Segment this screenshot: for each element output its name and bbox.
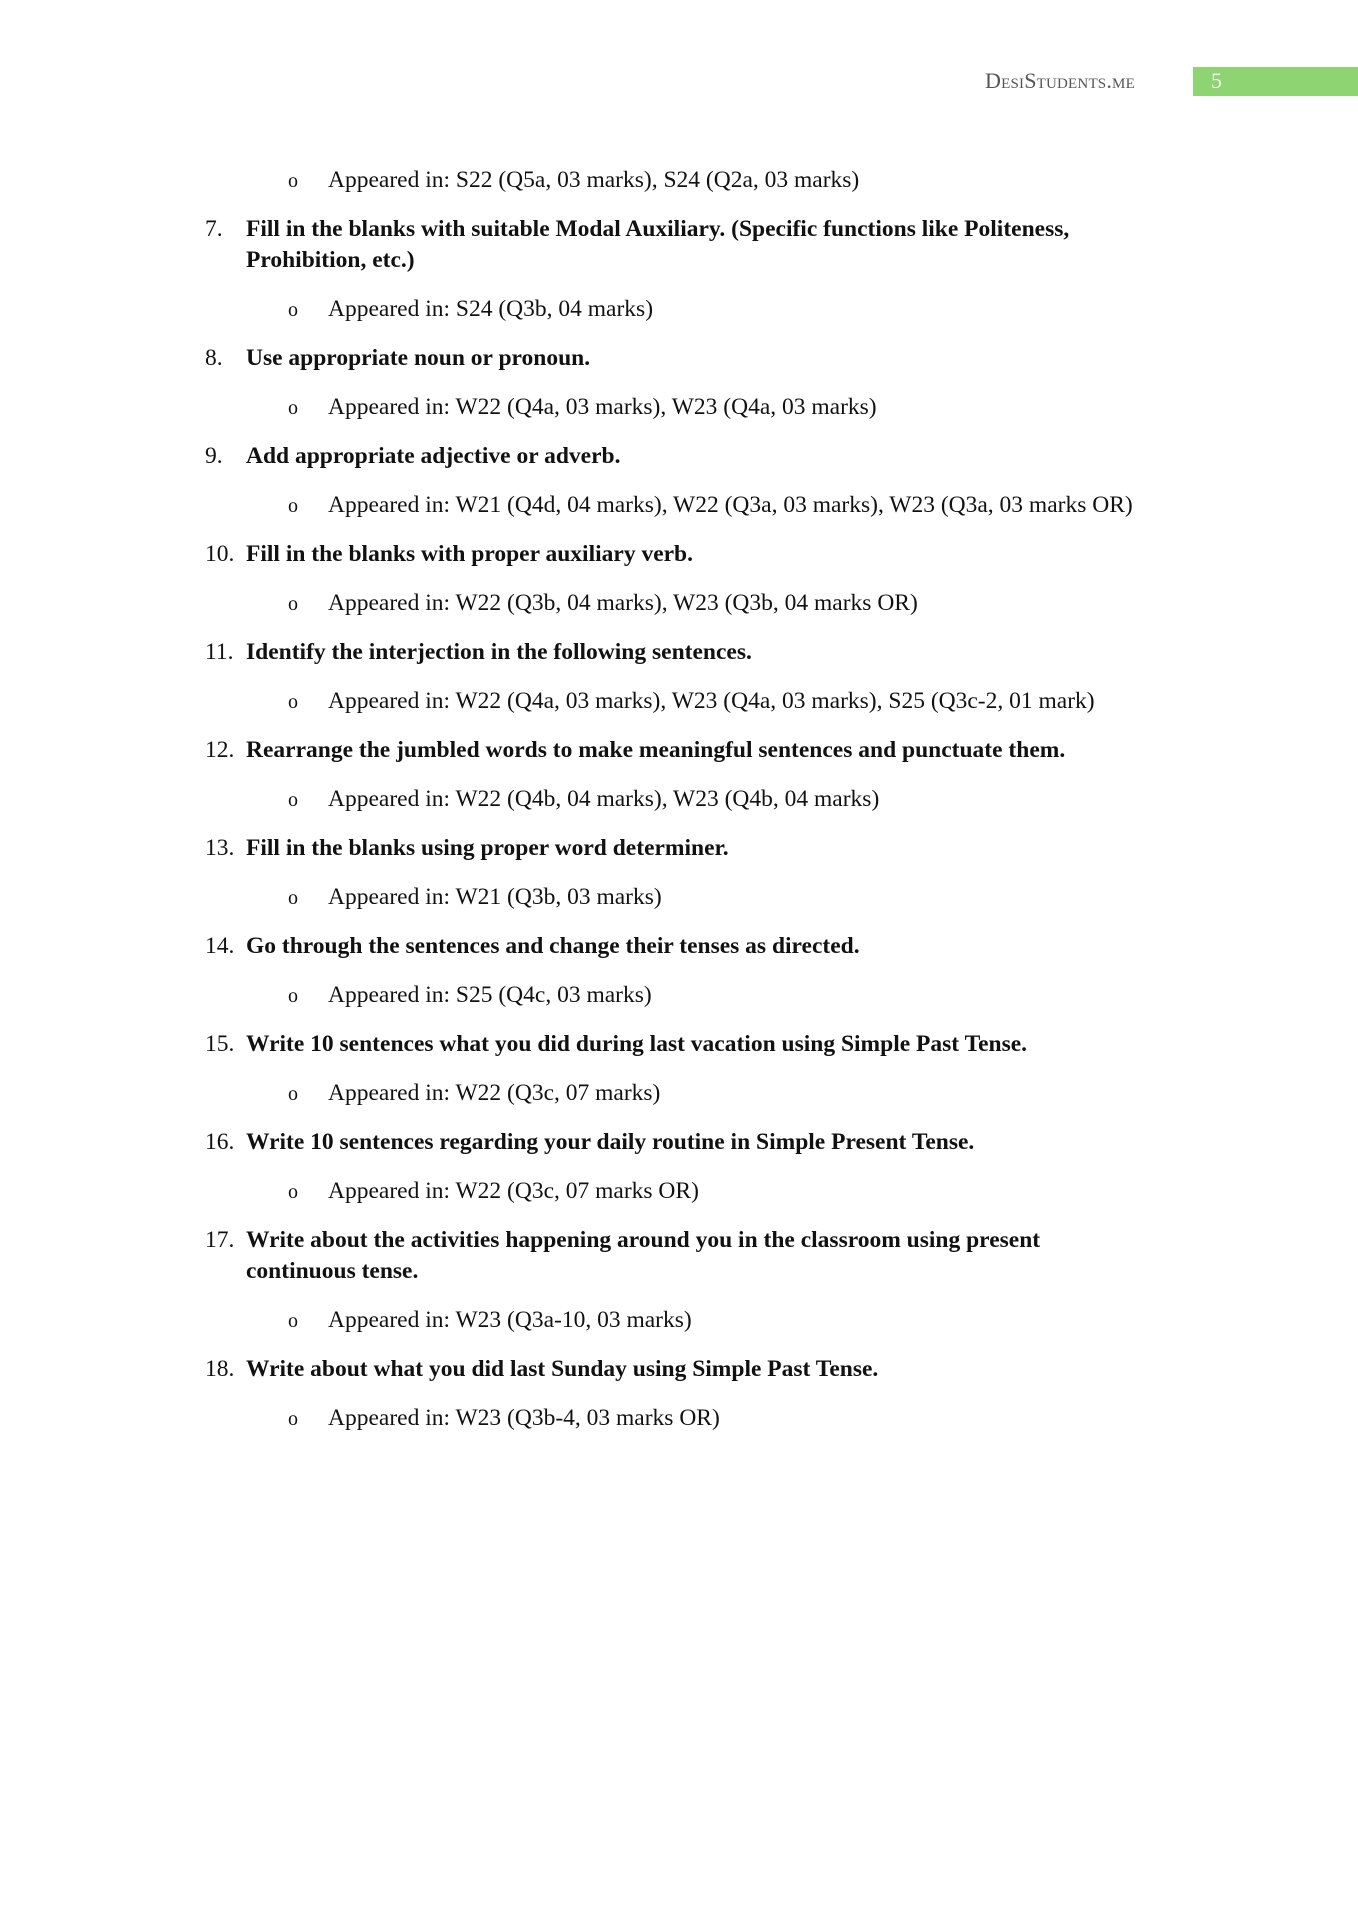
bullet-icon: o <box>288 1083 298 1105</box>
appeared-bullet <box>0 1176 1358 1207</box>
appeared-bullet <box>0 686 1358 717</box>
question-number: 7. <box>205 216 223 242</box>
appeared-bullet <box>0 882 1358 913</box>
question-text: Write about the activities happening around you in the classroom using present continuous tense. <box>246 1227 1041 1284</box>
appeared-bullet <box>0 588 1358 619</box>
appeared-text: Appeared in: S25 (Q4c, 03 marks) <box>328 982 652 1008</box>
question-text: Fill in the blanks with suitable Modal Auxiliary. (Specific functions like Politeness, Prohibition, etc.) <box>246 216 1070 273</box>
appeared-text: Appeared in: W22 (Q4a, 03 marks), W23 (Q4a, 03 marks), S25 (Q3c-2, 01 mark) <box>328 688 1095 714</box>
bullet-icon: o <box>288 170 298 192</box>
appeared-bullet <box>0 490 1358 521</box>
appeared-text: Appeared in: W22 (Q3c, 07 marks) <box>328 1080 661 1106</box>
question-item <box>0 214 1358 276</box>
question-number: 17. <box>205 1227 235 1253</box>
appeared-bullet <box>0 1305 1358 1336</box>
question-number: 9. <box>205 443 223 469</box>
question-number: 14. <box>205 933 235 959</box>
question-item <box>0 343 1358 374</box>
bullet-icon: o <box>288 1310 298 1332</box>
page-number-badge <box>1193 67 1358 96</box>
appeared-bullet <box>0 1078 1358 1109</box>
bullet-icon: o <box>288 495 298 517</box>
appeared-text: Appeared in: S24 (Q3b, 04 marks) <box>328 296 654 322</box>
appeared-text: Appeared in: W23 (Q3b-4, 03 marks OR) <box>328 1405 720 1431</box>
site-name: DesiStudents.me <box>985 68 1135 93</box>
question-item <box>0 735 1358 766</box>
question-item <box>0 1354 1358 1385</box>
question-item <box>0 539 1358 570</box>
question-text: Use appropriate noun or pronoun. <box>246 345 591 371</box>
question-list <box>0 165 1358 1452</box>
question-number: 15. <box>205 1031 235 1057</box>
bullet-icon: o <box>288 299 298 321</box>
question-number: 8. <box>205 345 223 371</box>
bullet-icon: o <box>288 887 298 909</box>
bullet-icon: o <box>288 691 298 713</box>
question-text: Rearrange the jumbled words to make meaningful sentences and punctuate them. <box>246 737 1066 763</box>
bullet-icon: o <box>288 985 298 1007</box>
appeared-text: Appeared in: W23 (Q3a-10, 03 marks) <box>328 1307 692 1333</box>
question-item <box>0 441 1358 472</box>
appeared-bullet <box>0 784 1358 815</box>
appeared-bullet <box>0 980 1358 1011</box>
question-item <box>0 1029 1358 1060</box>
bullet-icon: o <box>288 593 298 615</box>
question-text: Fill in the blanks using proper word determiner. <box>246 835 729 861</box>
bullet-icon: o <box>288 789 298 811</box>
appeared-text: Appeared in: W22 (Q4b, 04 marks), W23 (Q4b, 04 marks) <box>328 786 880 812</box>
question-text: Write 10 sentences what you did during last vacation using Simple Past Tense. <box>246 1031 1028 1057</box>
question-number: 18. <box>205 1356 235 1382</box>
question-number: 16. <box>205 1129 235 1155</box>
page-number: 5 <box>1211 68 1222 93</box>
question-text: Fill in the blanks with proper auxiliary verb. <box>246 541 693 567</box>
bullet-icon: o <box>288 1408 298 1430</box>
question-item <box>0 833 1358 864</box>
appeared-text: Appeared in: W21 (Q4d, 04 marks), W22 (Q3a, 03 marks), W23 (Q3a, 03 marks OR) <box>328 492 1133 518</box>
question-text: Add appropriate adjective or adverb. <box>246 443 621 469</box>
appeared-text: Appeared in: W22 (Q3c, 07 marks OR) <box>328 1178 699 1204</box>
appeared-text: Appeared in: W21 (Q3b, 03 marks) <box>328 884 662 910</box>
question-number: 12. <box>205 737 235 763</box>
bullet-icon: o <box>288 1181 298 1203</box>
appeared-bullet <box>0 392 1358 423</box>
question-number: 13. <box>205 835 235 861</box>
question-item <box>0 931 1358 962</box>
appeared-text: Appeared in: W22 (Q3b, 04 marks), W23 (Q3b, 04 marks OR) <box>328 590 918 616</box>
appeared-bullet <box>0 165 1358 196</box>
question-number: 11. <box>205 639 234 665</box>
question-number: 10. <box>205 541 235 567</box>
question-text: Go through the sentences and change their tenses as directed. <box>246 933 860 959</box>
appeared-text: Appeared in: W22 (Q4a, 03 marks), W23 (Q4a, 03 marks) <box>328 394 877 420</box>
appeared-bullet <box>0 294 1358 325</box>
question-text: Identify the interjection in the following sentences. <box>246 639 752 665</box>
question-text: Write 10 sentences regarding your daily routine in Simple Present Tense. <box>246 1129 975 1155</box>
question-item <box>0 1225 1358 1287</box>
bullet-icon: o <box>288 397 298 419</box>
appeared-text: Appeared in: S22 (Q5a, 03 marks), S24 (Q2a, 03 marks) <box>328 167 860 193</box>
question-item <box>0 1127 1358 1158</box>
question-text: Write about what you did last Sunday using Simple Past Tense. <box>246 1356 879 1382</box>
question-item <box>0 637 1358 668</box>
appeared-bullet <box>0 1403 1358 1434</box>
